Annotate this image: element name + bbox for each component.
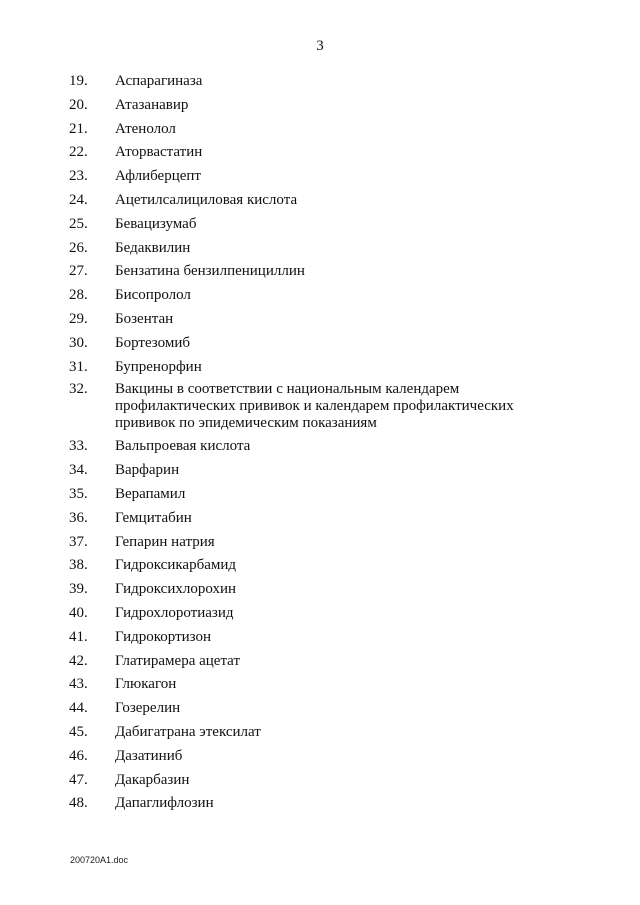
item-text: Бевацизумаб <box>115 215 197 232</box>
item-number: 36. <box>69 509 88 526</box>
list-item <box>0 556 640 574</box>
item-number: 44. <box>69 700 88 717</box>
item-text: Гемцитабин <box>115 509 192 526</box>
item-number: 19. <box>69 73 88 89</box>
item-text: Аторвастатин <box>115 144 203 161</box>
list-item <box>0 143 640 161</box>
list-item <box>0 747 640 765</box>
item-text: Бедаквилин <box>115 239 191 256</box>
item-number: 41. <box>69 628 88 645</box>
item-text: Гепарин натрия <box>115 533 215 550</box>
list-item <box>0 358 640 376</box>
list-item <box>0 533 640 551</box>
item-text: Ацетилсалициловая кислота <box>115 191 298 208</box>
list-item <box>0 604 640 622</box>
item-number: 38. <box>69 557 88 574</box>
item-text: Гидроксикарбамид <box>115 557 237 574</box>
list-item <box>0 652 640 670</box>
page-number: 3 <box>316 38 324 54</box>
item-number: 47. <box>69 771 88 788</box>
list-item <box>0 580 640 598</box>
item-text: Бупренорфин <box>115 358 202 375</box>
list-item <box>0 310 640 328</box>
item-number: 35. <box>69 485 88 502</box>
item-text-line: профилактических прививок и календарем профилактических <box>115 398 514 415</box>
drug-list <box>0 72 640 818</box>
item-text: Дапаглифлозин <box>115 795 214 812</box>
list-item <box>0 96 640 114</box>
item-number: 29. <box>69 310 88 327</box>
item-number: 37. <box>69 533 88 550</box>
item-number: 30. <box>69 334 88 351</box>
item-number: 22. <box>69 144 88 161</box>
item-number: 20. <box>69 96 88 113</box>
item-number: 26. <box>69 239 88 256</box>
item-text: Бортезомиб <box>115 334 191 351</box>
item-text-line: Вакцины в соответствии с национальным календарем <box>115 381 460 398</box>
list-item <box>0 509 640 527</box>
item-text: Атенолол <box>115 120 176 137</box>
list-item <box>0 771 640 789</box>
item-number: 23. <box>69 168 88 185</box>
item-text: Дакарбазин <box>115 771 190 788</box>
list-item <box>0 628 640 646</box>
list-item <box>0 239 640 257</box>
item-number: 46. <box>69 747 88 764</box>
item-number: 27. <box>69 263 88 280</box>
item-text: Атазанавир <box>115 96 189 113</box>
list-item <box>0 381 640 432</box>
item-number: 45. <box>69 723 88 740</box>
item-number: 25. <box>69 215 88 232</box>
list-item <box>0 215 640 233</box>
item-number: 31. <box>69 358 88 375</box>
item-text: Глатирамера ацетат <box>115 652 241 669</box>
list-item <box>0 485 640 503</box>
item-text: Гидрохлоротиазид <box>115 604 234 621</box>
list-item <box>0 794 640 812</box>
item-text: Бисопролол <box>115 287 191 304</box>
item-number: 48. <box>69 795 88 812</box>
item-text: Глюкагон <box>115 676 177 693</box>
list-item <box>0 191 640 209</box>
list-item <box>0 120 640 138</box>
item-number: 42. <box>69 652 88 669</box>
item-number: 40. <box>69 604 88 621</box>
list-item <box>0 167 640 185</box>
list-item <box>0 437 640 455</box>
item-number: 21. <box>69 120 88 137</box>
item-number: 39. <box>69 581 88 598</box>
item-text: Вальпроевая кислота <box>115 438 251 455</box>
list-item <box>0 262 640 280</box>
item-number: 33. <box>69 438 88 455</box>
item-number: 34. <box>69 462 88 479</box>
item-number: 32. <box>69 381 88 398</box>
list-item <box>0 461 640 479</box>
item-text: Верапамил <box>115 485 186 502</box>
item-text: Гидрокортизон <box>115 628 212 645</box>
item-text: Гидроксихлорохин <box>115 581 237 598</box>
list-item <box>0 286 640 304</box>
item-text: Бозентан <box>115 310 174 327</box>
item-number: 24. <box>69 191 88 208</box>
item-text: Варфарин <box>115 462 180 479</box>
item-text: Афлиберцепт <box>115 168 201 185</box>
item-text <box>115 381 585 432</box>
item-text: Аспарагиназа <box>115 73 203 89</box>
item-number: 28. <box>69 287 88 304</box>
footer-filename: 200720A1.doc <box>70 855 129 865</box>
item-text: Бензатина бензилпенициллин <box>115 263 305 280</box>
item-text: Гозерелин <box>115 700 181 717</box>
list-item <box>0 334 640 352</box>
list-item <box>0 72 640 90</box>
item-text: Дабигатрана этексилат <box>115 723 261 740</box>
list-item <box>0 675 640 693</box>
item-text: Дазатиниб <box>115 747 183 764</box>
list-item <box>0 723 640 741</box>
item-number: 43. <box>69 676 88 693</box>
list-item <box>0 699 640 717</box>
item-text-line: прививок по эпидемическим показаниям <box>115 415 377 432</box>
